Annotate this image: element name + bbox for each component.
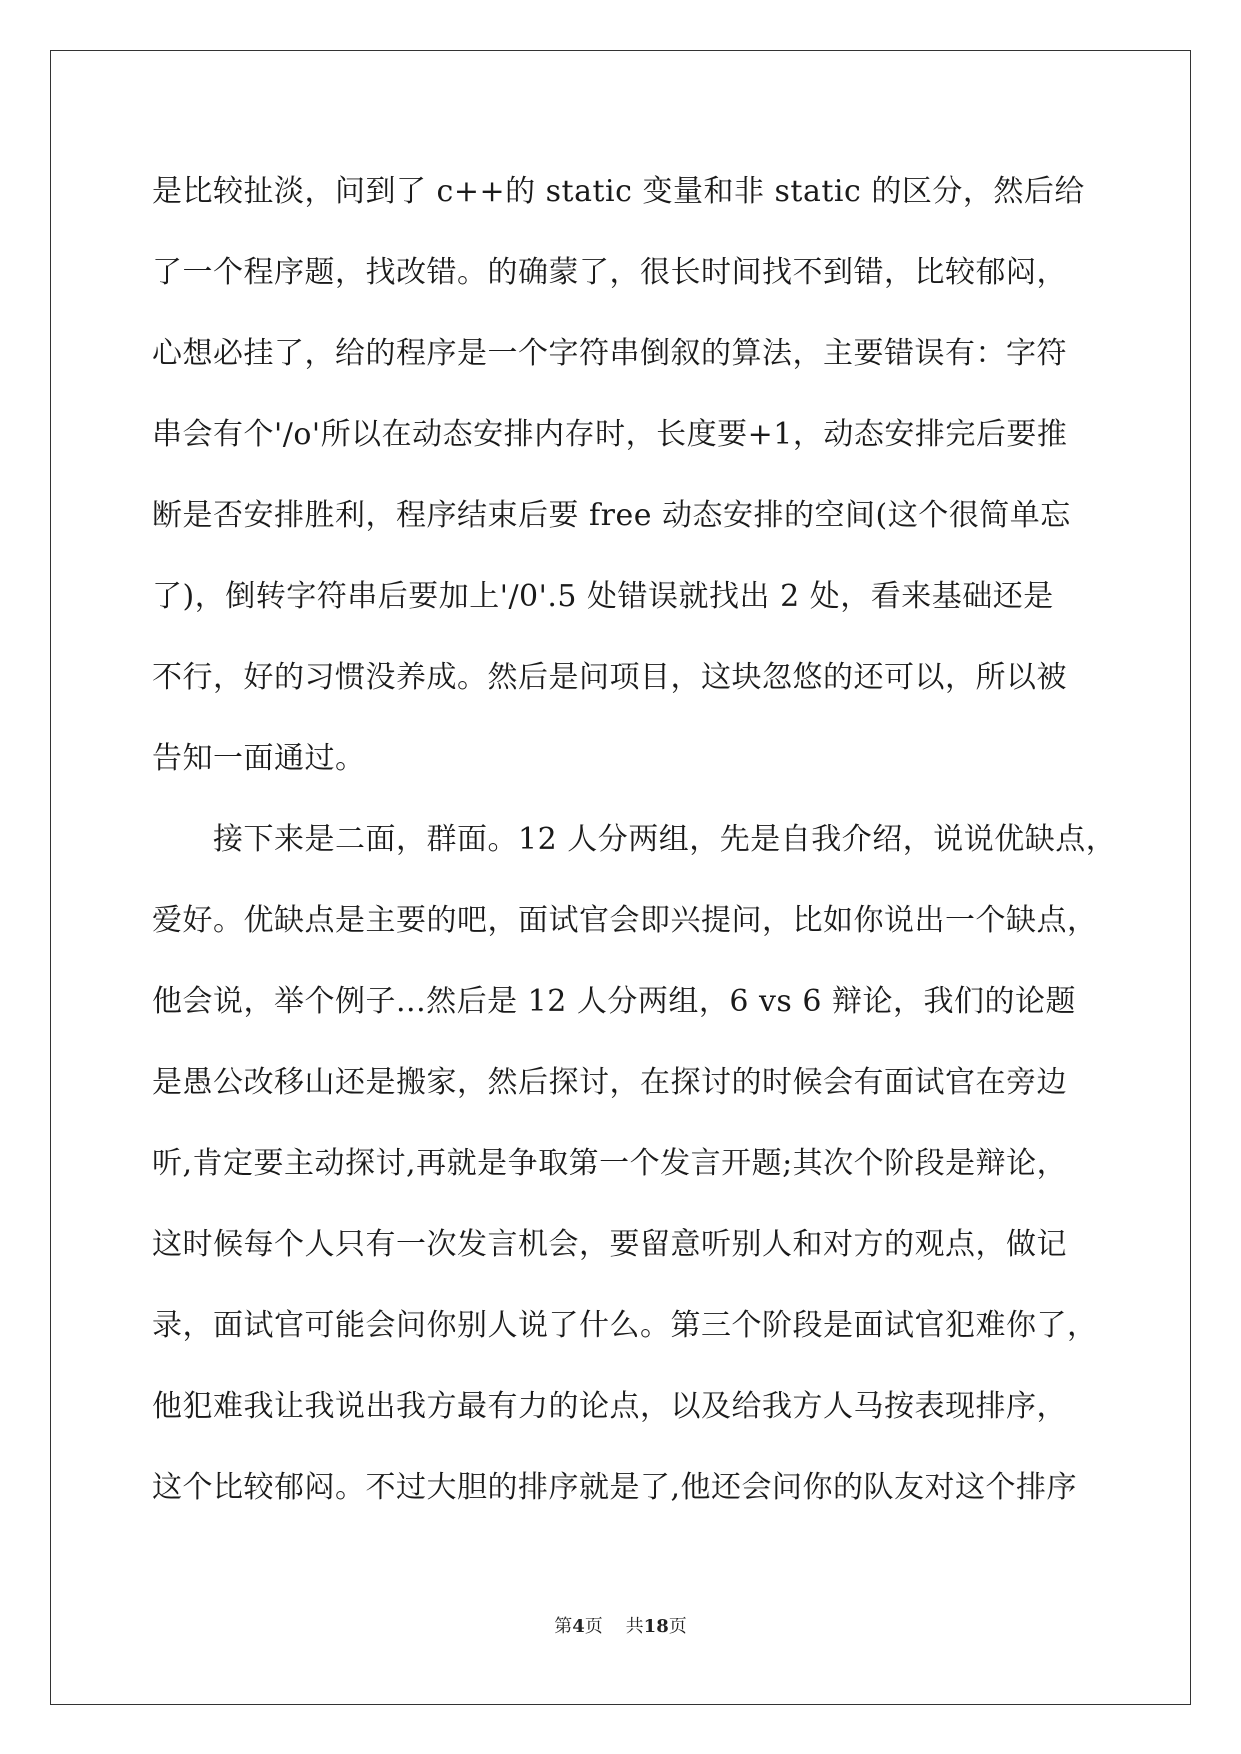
text-line: 听,肯定要主动探讨,再就是争取第一个发言开题;其次个阶段是辩论， bbox=[152, 1146, 1068, 1181]
text-line: 告知一面通过。 bbox=[152, 741, 366, 776]
text-line: 是比较扯淡，问到了 c++的 static 变量和非 static 的区分，然后给 bbox=[152, 174, 1085, 209]
text-line: 了一个程序题，找改错。的确蒙了，很长时间找不到错，比较郁闷， bbox=[152, 255, 1067, 290]
page-number: 4 bbox=[572, 1616, 585, 1637]
text-line: 这个比较郁闷。不过大胆的排序就是了,他还会问你的队友对这个排序 bbox=[152, 1470, 1078, 1505]
text-line: 了)，倒转字符串后要加上'/0'.5 处错误就找出 2 处，看来基础还是 bbox=[152, 579, 1054, 614]
text-line: 串会有个'/o'所以在动态安排内存时，长度要+1，动态安排完后要推 bbox=[152, 417, 1068, 452]
text-line: 断是否安排胜利，程序结束后要 free 动态安排的空间(这个很简单忘 bbox=[152, 498, 1071, 533]
page-suffix: 页 bbox=[584, 1616, 603, 1637]
total-pages: 18 bbox=[643, 1616, 669, 1637]
total-prefix: 共 bbox=[625, 1616, 644, 1637]
text-line: 是愚公改移山还是搬家，然后探讨，在探讨的时候会有面试官在旁边 bbox=[152, 1065, 1067, 1100]
text-line: 爱好。优缺点是主要的吧，面试官会即兴提问，比如你说出一个缺点， bbox=[152, 903, 1098, 938]
text-line: 他会说，举个例子...然后是 12 人分两组，6 vs 6 辩论，我们的论题 bbox=[152, 984, 1076, 1019]
text-line: 接下来是二面，群面。12 人分两组，先是自我介绍，说说优缺点， bbox=[152, 822, 1117, 857]
page-footer bbox=[0, 1612, 1241, 1638]
text-line: 他犯难我让我说出我方最有力的论点，以及给我方人马按表现排序， bbox=[152, 1389, 1067, 1424]
body-text bbox=[152, 164, 1117, 1541]
text-line: 心想必挂了，给的程序是一个字符串倒叙的算法，主要错误有：字符 bbox=[152, 336, 1067, 371]
page-prefix: 第 bbox=[554, 1616, 573, 1637]
text-line: 录，面试官可能会问你别人说了什么。第三个阶段是面试官犯难你了， bbox=[152, 1308, 1098, 1343]
text-line: 这时候每个人只有一次发言机会，要留意听别人和对方的观点，做记 bbox=[152, 1227, 1067, 1262]
text-line: 不行，好的习惯没养成。然后是问项目，这块忽悠的还可以，所以被 bbox=[152, 660, 1067, 695]
total-suffix: 页 bbox=[668, 1616, 687, 1637]
